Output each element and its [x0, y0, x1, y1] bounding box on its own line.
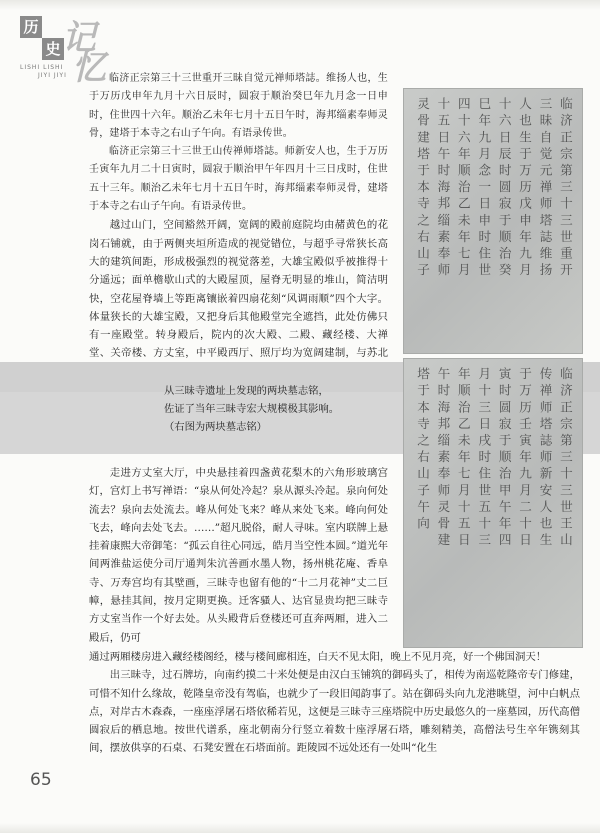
page-number: 65 [30, 770, 52, 790]
epitaph-inscription-2 [414, 367, 574, 639]
inscription-column: 寅时圆寂于顺治甲午年四 [496, 367, 512, 550]
epitaph-inscription-1 [414, 97, 574, 345]
page-bottom-edge [0, 823, 600, 833]
inscription-column: 四十六年顺治乙未年七月 [455, 97, 471, 280]
body-paragraph: 出三昧寺，过石牌坊，向南约摸二十米处便是由汉白玉铺筑的御码头了，相传为南巡乾隆帝专门修建，可惜不知什么缘故，乾隆皇帝没有驾临，也就少了一段旧闻韵事了。站在御码头向九龙港眺望，河中白帆点点，对岸古木森森，一座座浮屠石塔依稀若见，这便是三昧寺三座塔院中历史最悠久的一座墓园，历代高僧圆寂后的栖息地。按世代谱系，座北朝南分行竖立着数十座浮屠石塔，雕刻精美，高僧法号生卒年镌刻其间，摆放供享的石桌、石凳安置在石塔面前。距陵园不远处还有一处叫“化生 [89, 669, 580, 755]
inscription-column: 传禅师塔誌师新安人也生 [537, 367, 553, 550]
logo-pinyin-1: LISHI LISHI [20, 64, 64, 71]
inscription-column: 十六日辰时圆寂于顺治癸 [496, 97, 512, 280]
section-logo [20, 16, 110, 88]
logo-glyph-ji: 记 [62, 18, 96, 58]
middle-text-column [89, 464, 388, 647]
logo-box-shi: 史 [42, 38, 64, 60]
inscription-column: 巳年九月念一日申时住世 [476, 97, 492, 280]
inscription-column: 人也生于万历戊申年九月 [517, 97, 533, 280]
inscription-column: 于万历壬寅年九月二十日 [517, 367, 533, 550]
inscription-column: 临济正宗第三十三世重开 [557, 97, 573, 280]
epitaph-photo-2 [403, 358, 583, 648]
inscription-column: 塔于本寺之右山子午向 [415, 367, 430, 533]
inscription-column: 灵骨建塔于本寺之右山子 [415, 97, 430, 280]
body-paragraph: 越过山门，空间豁然开阔，宽阔的殿前庭院均由赭黄色的花岗石铺就，由于两侧夹垣所造成的视觉错位，与超乎寻常狭长高大的建筑间距，形成极强烈的视觉落差，大雄宝殿似乎被推得十分遥远；面单檐歇山式的大殿屋顶，屋脊无明显的堆山，简洁明快，空花屋脊墙上等距离镶嵌着四扇花刻“风调雨顺”四个大字。体量狭长的大雄宝殿，又把身后其他殿堂完全遮挡，此处仿佛只有一座殿堂。转身殿后，院内的次大殿、二殿、藏经楼、大禅堂、关帝楼、方丈室，中平殿西厅、照厅均为宽阔建制，与苏北 [89, 219, 388, 360]
inscription-column: 年顺治乙未年七月十五日 [455, 367, 471, 550]
epitaph-note-2: 临济正宗第三十三世王山传禅师塔誌。师新安人也，生于万历壬寅年九月二十日寅时，圆寂于顺治甲午年四月十三日戌时，住世五十三年。顺治乙未年七月十五日午时，海邦缁素奉师灵骨，建塔于本寺之右山子午向。有语录传世。 [89, 146, 388, 213]
logo-box-li: 历 [20, 16, 42, 38]
inscription-column: 午时海邦缁素奉师灵骨建 [435, 367, 451, 550]
inscription-column: 十五日午时海邦缁素奉师 [435, 97, 451, 280]
body-paragraph: 通过两厢楼房进入藏经楼阁经，楼与楼间廊相连，白天不见太阳，晚上不见月亮，好一个佛国洞天！ [89, 651, 547, 663]
caption-line: 从三昧寺遗址上发现的两块墓志铭， [164, 385, 329, 397]
epitaph-photo-1 [403, 88, 583, 354]
top-text-column [89, 70, 388, 381]
logo-glyph-yi: 忆 [72, 48, 106, 88]
logo-pinyin-2: JIYI JIYI [38, 72, 67, 79]
epitaph-note-1: 临济正宗第三十三世重开三昧自觉元禅师塔誌。维扬人也，生于万历戊申年九月十六日辰时，圆寂于顺治癸巳年九月念一日申时，住世四十六年。顺治乙未年七月十五日午时，海邦缁素奉师灵骨，建塔于本寺之右山子午向。有语录传世。 [89, 73, 388, 139]
page-top-edge [0, 0, 600, 10]
full-width-text [89, 648, 580, 758]
inscription-column: 临济正宗第三十三世王山 [557, 367, 573, 550]
figure-caption [164, 382, 404, 436]
inscription-column: 三昧自觉元禅师塔誌维扬 [537, 97, 553, 280]
inscription-column: 月十三日戌时住世五十三 [476, 367, 492, 550]
body-paragraph: 走进方丈室大厅，中央悬挂着四盏黄花梨木的六角形玻璃宫灯，宫灯上书写禅语：“泉从何处冷起？泉从源头冷起。泉向何处流去？泉向去处流去。峰从何处飞来？峰从来处飞来。峰向何处飞去，峰向去处飞去。……”超凡脱俗，耐人寻味。室内联牌上悬挂着康熙大帝御笔：“孤云自往心同远，皓月当空性本圆。”道光年间两淮盐运使分司厅通判朱沆善画水墨人物，扬州桃花庵、香阜寺、万寿宫均有其壁画，三昧寺也留有他的“十二月花神”丈二巨幛，悬挂其间，按月定期更换。迁客骚人、达官显贵均把三昧寺方丈室当作一个好去处。从头殿背后登楼还可直奔两厢，进入二殿后，仍可 [89, 467, 388, 644]
caption-line: （右图为两块墓志铭） [164, 421, 267, 433]
caption-line: 佐证了当年三昧寺宏大规模极其影响。 [164, 403, 340, 415]
